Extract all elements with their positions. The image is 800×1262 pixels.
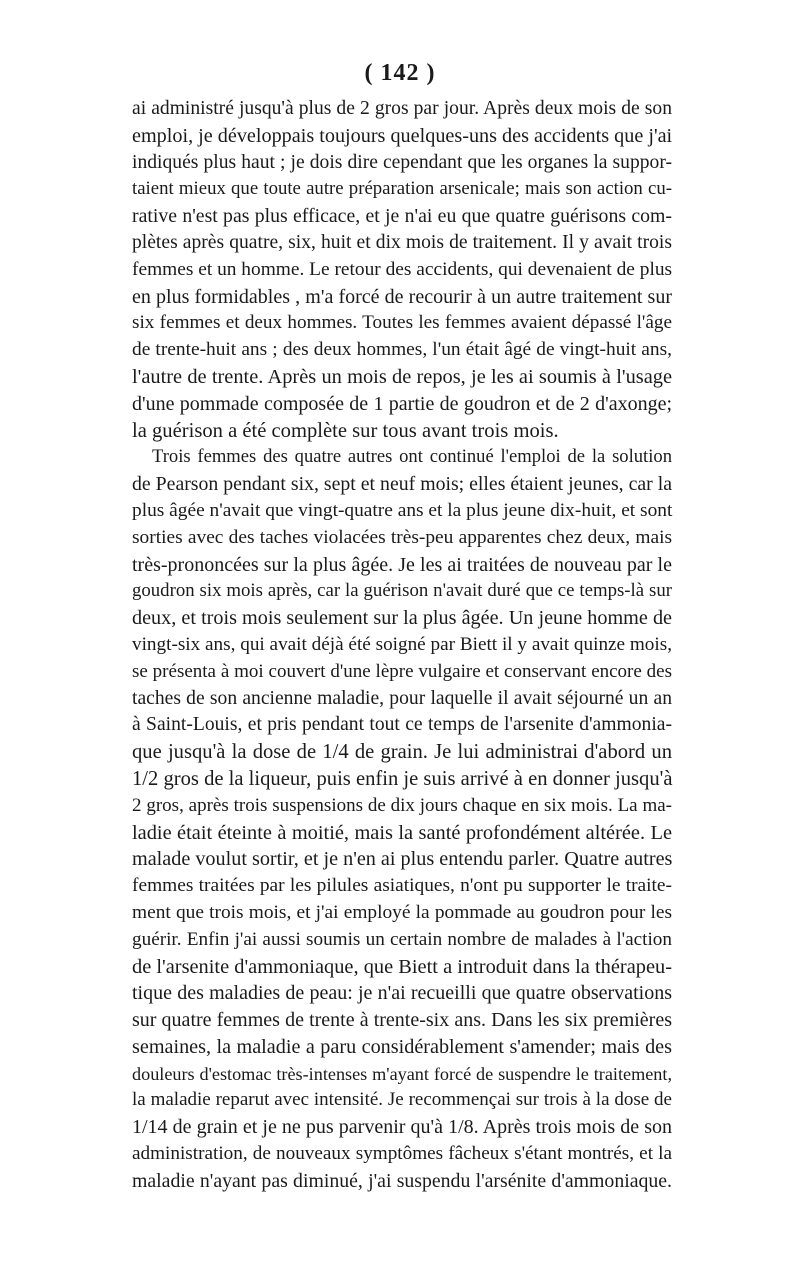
text-line: sur quatre femmes de trente à trente-six ans. Dans les six premières	[132, 1009, 672, 1032]
text-line: en plus formidables , m'a forcé de recourir à un autre traitement sur	[132, 285, 672, 308]
text-line: 1/14 de grain et je ne pus parvenir qu'à 1/8. Après trois mois de son	[132, 1116, 672, 1139]
text-line: taches de son ancienne maladie, pour laquelle il avait séjourné un an	[132, 687, 672, 709]
text-line: de trente-huit ans ; des deux hommes, l'un était âgé de vingt-huit ans,	[132, 339, 672, 361]
text-line: administration, de nouveaux symptômes fâcheux s'étant montrés, et la	[132, 1143, 672, 1165]
text-line: tique des maladies de peau: je n'ai recueilli que quatre observations	[132, 982, 672, 1005]
text-line: malade voulut sortir, et je n'en ai plus entendu parler. Quatre autres	[132, 848, 673, 871]
text-line: plètes après quatre, six, huit et dix mois de traitement. Il y avait trois	[132, 231, 672, 253]
text-line: se présenta à moi couvert d'une lèpre vulgaire et conservant encore des	[132, 660, 672, 682]
text-line: la guérison a été complète sur tous avant trois mois.	[132, 419, 559, 442]
text-line: 2 gros, après trois suspensions de dix jours chaque en six mois. La ma-	[132, 794, 672, 816]
text-line: très-prononcées sur la plus âgée. Je les ai traitées de nouveau par le	[132, 553, 672, 576]
text-line: femmes traitées par les pilules asiatiques, n'ont pu supporter le traite-	[132, 875, 672, 897]
text-line: deux, et trois mois seulement sur la plus âgée. Un jeune homme de	[132, 607, 672, 630]
text-line: rative n'est pas plus efficace, et je n'ai eu que quatre guérisons com-	[132, 205, 672, 228]
text-line: goudron six mois après, car la guérison n'avait duré que ce temps-là sur	[132, 580, 672, 602]
text-line: guérir. Enfin j'ai aussi soumis un certain nombre de malades à l'action	[132, 928, 672, 950]
text-line: de l'arsenite d'ammoniaque, que Biett a introduit dans la thérapeu-	[132, 955, 672, 978]
page-number: ( 142 )	[364, 60, 436, 86]
text-line: de Pearson pendant six, sept et neuf mois; elles étaient jeunes, car la	[132, 473, 672, 496]
text-line: six femmes et deux hommes. Toutes les femmes avaient dépassé l'âge	[132, 312, 672, 334]
text-line: ai administré jusqu'à plus de 2 gros par jour. Après deux mois de son	[132, 98, 672, 119]
text-line: d'une pommade composée de 1 partie de goudron et de 2 d'axonge;	[132, 392, 672, 415]
text-line: que jusqu'à la dose de 1/4 de grain. Je lui administrai d'abord un	[132, 741, 672, 764]
text-line: l'autre de trente. Après un mois de repos, je les ai soumis à l'usage	[132, 365, 672, 388]
text-line: sorties avec des taches violacées très-peu apparentes chez deux, mais	[132, 526, 672, 548]
text-line: Trois femmes des quatre autres ont continué l'emploi de la solution	[152, 446, 672, 468]
text-line: ladie était éteinte à moitié, mais la santé profondément altérée. Le	[132, 821, 672, 844]
text-line: plus âgée n'avait que vingt-quatre ans et la plus jeune dix-huit, et sont	[132, 499, 673, 521]
text-line: indiqués plus haut ; je dois dire cependant que les organes la suppor-	[132, 151, 672, 173]
text-line: la maladie reparut avec intensité. Je recommençai sur trois à la dose de	[132, 1089, 672, 1111]
body-text	[132, 96, 672, 1195]
text-line: femmes et un homme. Le retour des accidents, qui devenaient de plus	[132, 258, 673, 280]
text-line: douleurs d'estomac très-intenses m'ayant forcé de suspendre le traitement,	[132, 1063, 672, 1084]
text-line: à Saint-Louis, et pris pendant tout ce temps de l'arsenite d'ammonia-	[132, 714, 672, 736]
text-line: vingt-six ans, qui avait déjà été soigné par Biett il y avait quinze mois,	[132, 633, 672, 655]
text-line: semaines, la maladie a paru considérablement s'amender; mais des	[132, 1035, 672, 1058]
text-line: taient mieux que toute autre préparation arsenicale; mais son action cu-	[132, 178, 672, 200]
text-line: 1/2 gros de la liqueur, puis enfin je suis arrivé à en donner jusqu'à	[132, 767, 673, 790]
text-line: maladie n'ayant pas diminué, j'ai suspendu l'arsénite d'ammoniaque.	[132, 1169, 672, 1192]
text-line: emploi, je développais toujours quelques-uns des accidents que j'ai	[132, 124, 673, 147]
text-line: ment que trois mois, et j'ai employé la pommade au goudron pour les	[132, 901, 672, 923]
